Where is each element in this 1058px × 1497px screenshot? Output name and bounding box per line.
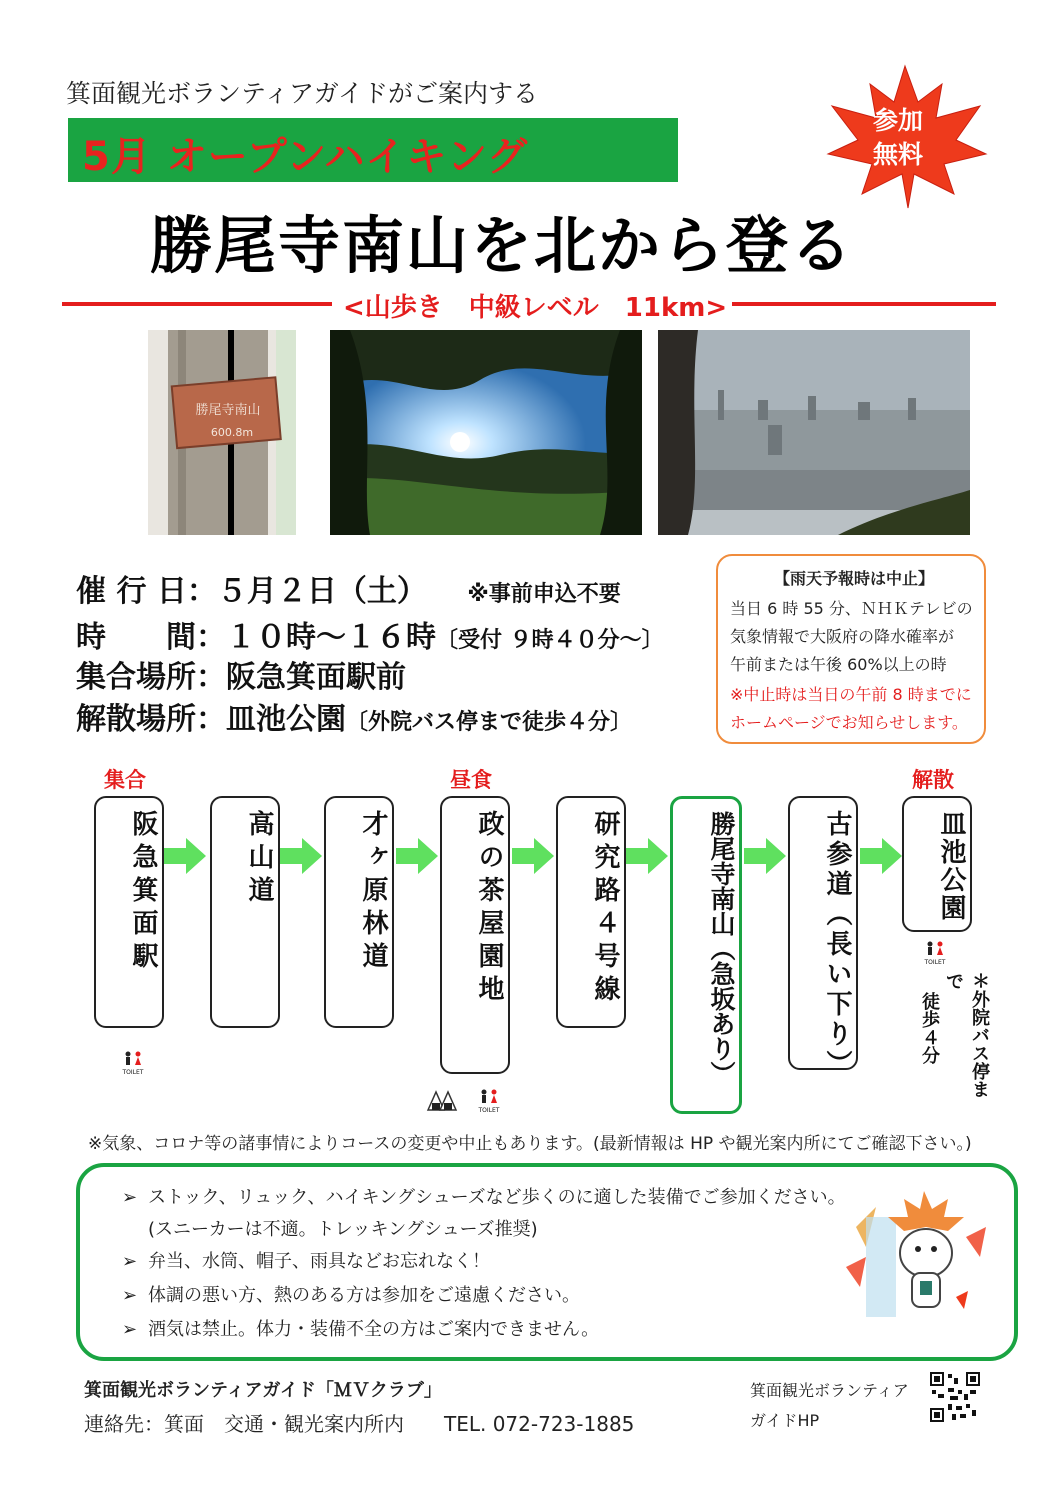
qr-code-icon (930, 1372, 980, 1422)
label-lunch: 昼食 (450, 768, 492, 792)
rain-title: 【雨天予報時は中止】 (774, 569, 935, 588)
stop-saigahara (324, 796, 394, 1028)
stop-katsuoji-minamiyama (670, 796, 742, 1114)
tip-equipment (122, 1183, 846, 1209)
stop-kosando (788, 796, 858, 1080)
tip-shoes: (スニーカーは不適。トレッキングシューズ推奨) (148, 1219, 538, 1240)
time-value: １０時～１６時 (226, 620, 436, 655)
info-meet (76, 652, 406, 696)
rain-line2: 気象情報で大阪府の降水確率が (730, 627, 955, 646)
arrow-right-icon (744, 838, 786, 874)
qr-code-link[interactable] (930, 1372, 980, 1422)
toilet-icon (474, 1088, 504, 1114)
event-banner-text: 5月 オープンハイキング (82, 134, 529, 180)
free-badge-line2: 無料 (872, 140, 923, 169)
divider-left (62, 302, 332, 306)
tip-lunch (122, 1247, 490, 1273)
onigiri-icon (424, 1086, 460, 1112)
toilet-label: TOILET (478, 1107, 500, 1114)
subtitle: 箕面観光ボランティアガイドがご案内する (66, 79, 539, 108)
rain-line5: ホームページでお知らせします。 (730, 713, 968, 732)
level-text: <山歩き 中級レベル 11km> (343, 293, 728, 323)
stop-label: 高山道 (244, 810, 274, 909)
tip-health (122, 1281, 580, 1307)
tip-text: 体調の悪い方、熱のある方は参加をご遠慮ください。 (148, 1285, 580, 1306)
toilet-label: TOILET (924, 959, 946, 966)
info-dismiss (76, 694, 632, 738)
bullet-icon: ➢ (122, 1285, 138, 1306)
tip-text: 酒気は禁止。体力・装備不全の方はご案内できません。 (148, 1319, 600, 1340)
bullet-icon: ➢ (122, 1251, 138, 1272)
arrow-right-icon (164, 838, 206, 874)
footer-contact: 連絡先：箕面 交通・観光案内所内 TEL. 072-723-1885 (84, 1412, 635, 1436)
stop-label: 皿池公園 (936, 810, 966, 922)
time-note: 〔受付 ９時４０分～〕 (436, 628, 664, 653)
end-note-2: 徒歩４分 (919, 992, 940, 1064)
stop-label: 勝尾寺南山（急坂あり） (707, 811, 736, 1086)
time-label: 時 間： (76, 620, 226, 655)
arrow-right-icon (626, 838, 668, 874)
sign-sub: 600.8m (210, 426, 254, 439)
stop-kenkyuro-4 (556, 796, 626, 1028)
toilet-icon (920, 940, 950, 966)
arrow-right-icon (512, 838, 554, 874)
course-notice: ※気象、コロナ等の諸事情によりコースの変更や中止もあります。(最新情報は HP や観光案内所にてご確認下さい。) (88, 1134, 972, 1154)
rain-line1: 当日 6 時 55 分、ＮＨＫテレビの (730, 599, 973, 618)
meet-value: 阪急箕面駅前 (226, 660, 406, 695)
arrow-right-icon (280, 838, 322, 874)
rain-line4: ※中止時は当日の午前 8 時までに (730, 685, 972, 704)
stop-label: 阪急箕面駅 (128, 810, 158, 975)
end-note-1: ＊外院バス停まで (943, 972, 990, 1098)
footer-hp-line1: 箕面観光ボランティア (750, 1381, 909, 1400)
stop-label: 才ヶ原林道 (358, 810, 388, 975)
stop-saraike-park (902, 796, 972, 932)
stop-label: 研究路４号線 (590, 810, 620, 1008)
free-badge-line1: 参加 (872, 106, 923, 135)
rain-notice (716, 554, 986, 744)
photo-city-view (658, 330, 970, 535)
label-end: 解散 (912, 768, 954, 792)
date-value: ５月２日（土） (216, 574, 427, 609)
tip-text: ストック、リュック、ハイキングシューズなど歩くのに適した装備でご参加ください。 (148, 1187, 846, 1208)
arrow-right-icon (396, 838, 438, 874)
arrow-right-icon (860, 838, 902, 874)
mascot-icon (836, 1187, 996, 1327)
rain-line3: 午前または午後 60%以上の時 (730, 655, 947, 674)
bullet-icon: ➢ (122, 1319, 138, 1340)
footer-org: 箕面観光ボランティアガイド「ＭＶクラブ」 (84, 1380, 442, 1401)
label-start: 集合 (104, 768, 146, 792)
photo-forest-sun (330, 330, 642, 535)
dismiss-note: 〔外院バス停まで徒歩４分〕 (346, 710, 633, 735)
date-note: ※事前申込不要 (467, 582, 621, 607)
stop-hankyu-minoo (94, 796, 164, 1028)
stop-label: 古参道（長い下り） (822, 810, 852, 1080)
event-banner (68, 118, 678, 182)
dismiss-value: 皿池公園 (226, 702, 346, 737)
info-time (76, 612, 664, 656)
stop-masa-no-chaya (440, 796, 510, 1074)
photo-summit-sign (148, 330, 296, 535)
dismiss-label: 解散場所： (76, 702, 226, 737)
tips-box (76, 1163, 1018, 1361)
free-badge (858, 104, 938, 172)
info-date (76, 566, 621, 610)
bullet-icon: ➢ (122, 1187, 138, 1208)
toilet-label: TOILET (122, 1069, 144, 1076)
divider-right (732, 302, 996, 306)
date-label: 催 行 日： (76, 574, 217, 609)
tip-text: 弁当、水筒、帽子、雨具などお忘れなく！ (148, 1251, 490, 1272)
sign-text: 勝尾寺南山 (195, 403, 261, 418)
stop-label: 政の茶屋園地 (474, 810, 504, 1008)
stop-takayama (210, 796, 280, 1028)
toilet-icon (118, 1050, 148, 1076)
footer-hp-line2: ガイドHP (750, 1411, 820, 1430)
meet-label: 集合場所： (76, 660, 226, 695)
page-title: 勝尾寺南山を北から登る (150, 209, 855, 282)
tip-alcohol (122, 1315, 599, 1341)
